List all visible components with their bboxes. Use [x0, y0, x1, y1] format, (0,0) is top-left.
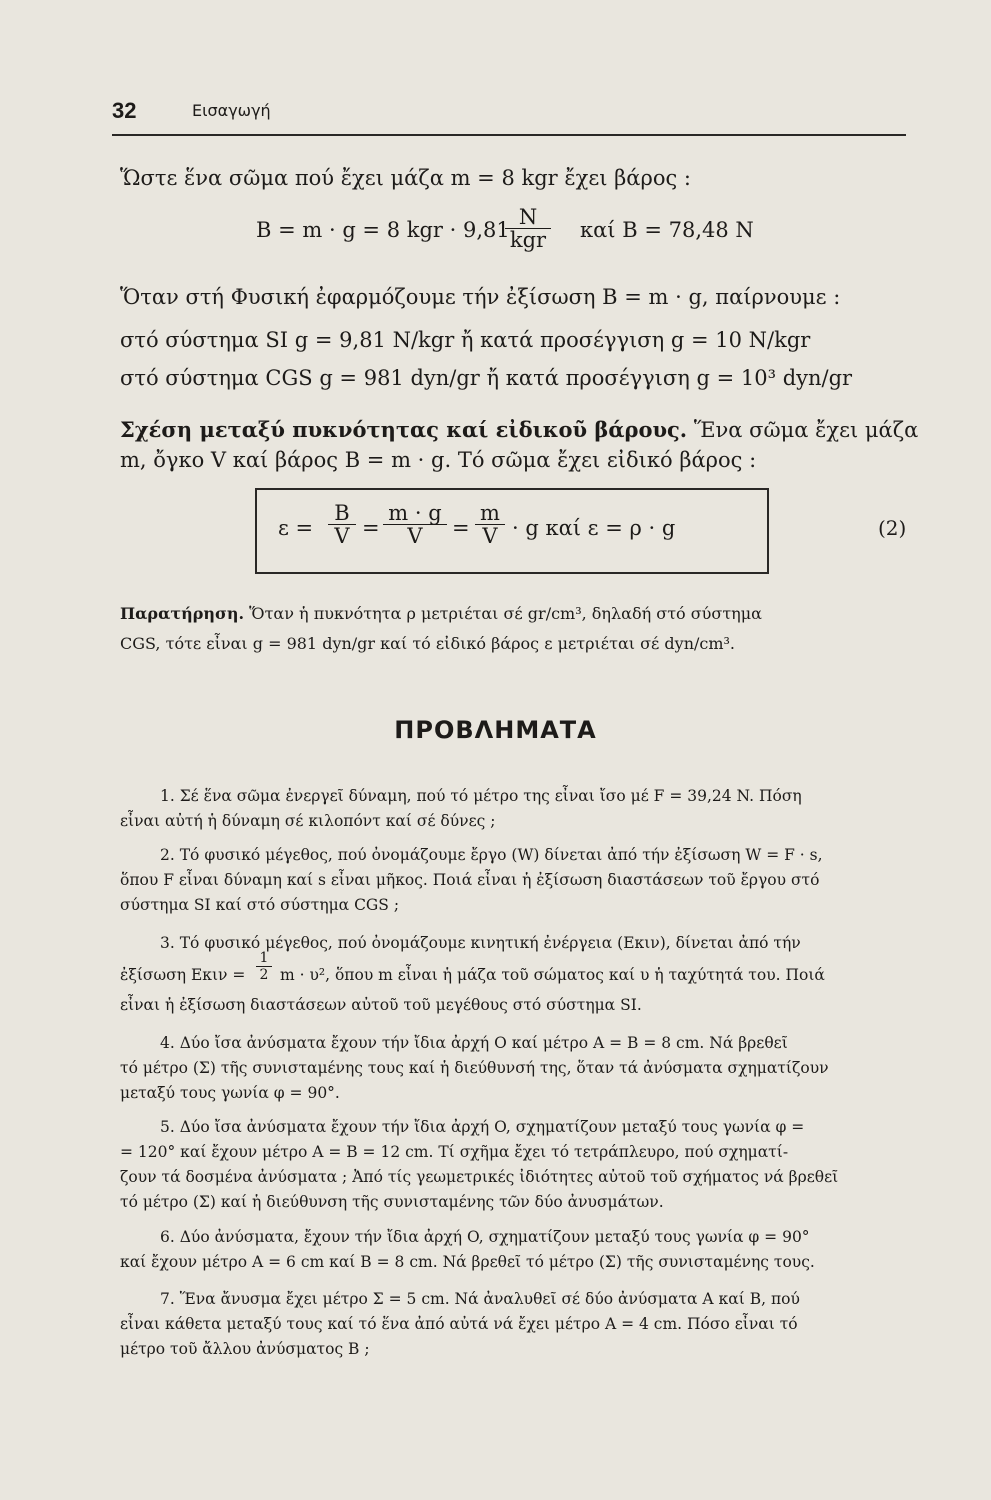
problem-2-line: ὅπου F εἶναι δύναμη καί s εἶναι μῆκος. Ποιά εἶναι ἡ ἐξίσωση διαστάσεων τοῦ ἔργου στό	[120, 871, 820, 889]
formula-equals: =	[362, 516, 380, 540]
formula-equals: =	[452, 516, 470, 540]
page-header	[112, 96, 906, 136]
page-number: 32	[112, 98, 137, 123]
problem-1-line: 1. Σέ ἕνα σῶμα ἐνεργεῖ δύναμη, πού τό μέτρο της εἶναι ἴσο μέ F = 39,24 N. Πόση	[160, 787, 802, 805]
formula-fraction-b-over-v: $\frac{B}{V}$	[328, 502, 356, 547]
relation-paragraph	[120, 417, 918, 442]
unit-fraction	[505, 206, 551, 251]
problem-4-line: μεταξύ τους γωνία φ = 90°.	[120, 1084, 340, 1102]
formula-fraction-mg-over-v: $\frac{m \cdot g}{V}$	[383, 502, 447, 547]
formula-tail: · g καί ε = ρ · g	[512, 516, 676, 540]
weight-equation-left: B = m · g = 8 kgr · 9,81	[256, 218, 510, 242]
weight-equation-right: καί B = 78,48 N	[580, 218, 754, 242]
unit-fraction-numerator: N	[505, 206, 551, 229]
problem-3-line-a: ἐξίσωση Eκιν =	[120, 966, 246, 984]
problems-title: ΠΡΟΒΛΗΜΑΤΑ	[394, 716, 597, 744]
intro-line: Ὥστε ἕνα σῶμα πού ἔχει μάζα m = 8 kgr ἔχει βάρος :	[120, 166, 691, 190]
problem-3-line: εἶναι ἡ ἐξίσωση διαστάσεων αὐτοῦ τοῦ μεγέθους στό σύστημα SI.	[120, 996, 642, 1014]
relation-line: m, ὄγκο V καί βάρος B = m · g. Τό σῶμα ἔχει εἰδικό βάρος :	[120, 448, 757, 472]
relation-text: Ἕνα σῶμα ἔχει μάζα	[693, 418, 919, 442]
problem-6-line: καί ἔχουν μέτρο A = 6 cm καί B = 8 cm. Νά βρεθεῖ τό μέτρο (Σ) τῆς συνισταμένης τους.	[120, 1253, 815, 1271]
problem-7-line: 7. Ἕνα ἄνυσμα ἔχει μέτρο Σ = 5 cm. Νά ἀναλυθεῖ σέ δύο ἀνύσματα A καί B, πού	[160, 1290, 800, 1308]
problem-4-line: 4. Δύο ἴσα ἀνύσματα ἔχουν τήν ἴδια ἀρχή O καί μέτρο A = B = 8 cm. Νά βρεθεῖ	[160, 1034, 788, 1052]
running-head: Εισαγωγή	[192, 101, 271, 120]
equation-number: (2)	[878, 516, 907, 540]
formula-fraction-m-over-v: $\frac{m}{V}$	[475, 502, 505, 547]
cgs-gravity-line: στό σύστημα CGS g = 981 dyn/gr ἤ κατά προσέγγιση g = 10³ dyn/gr	[120, 366, 853, 390]
problem-7-line: μέτρο τοῦ ἄλλου ἀνύσματος B ;	[120, 1340, 370, 1358]
problem-5-line: τό μέτρο (Σ) καί ἡ διεύθυνση τῆς συνισταμένης τῶν δύο ἀνυσμάτων.	[120, 1193, 664, 1211]
problem-7-line: εἶναι κάθετα μεταξύ τους καί τό ἕνα ἀπό αὐτά νά ἔχει μέτρο A = 4 cm. Πόσο εἶναι τό	[120, 1315, 798, 1333]
note-text: Ὅταν ἡ πυκνότητα ρ μετριέται σέ gr/cm³, δηλαδή στό σύστημα	[249, 604, 762, 623]
note-paragraph	[120, 604, 762, 623]
problem-1-line: εἶναι αὐτή ἡ δύναμη σέ κιλοπόντ καί σέ δύνες ;	[120, 812, 496, 830]
note-line: CGS, τότε εἶναι g = 981 dyn/gr καί τό εἰδικό βάρος ε μετριέται σέ dyn/cm³.	[120, 634, 736, 653]
problem-5-line: ζουν τά δοσμένα ἀνύσματα ; Ἀπό τίς γεωμετρικές ἰδιότητες αὐτοῦ τοῦ σχήματος νά βρεθεῖ	[120, 1168, 839, 1186]
relation-heading: Σχέση μεταξύ πυκνότητας καί εἰδικοῦ βάρους.	[120, 417, 688, 442]
note-label: Παρατήρηση.	[120, 604, 245, 623]
problem-3-line: 3. Τό φυσικό μέγεθος, πού ὀνομάζουμε κινητική ἐνέργεια (Eκιν), δίνεται ἀπό τήν	[160, 934, 801, 952]
formula-epsilon: ε =	[278, 516, 314, 540]
one-half-fraction: $\frac{1}{2}$	[256, 950, 272, 983]
problem-2-line: σύστημα SI καί στό σύστημα CGS ;	[120, 896, 400, 914]
problem-5-line: 5. Δύο ἴσα ἀνύσματα ἔχουν τήν ἴδια ἀρχή O, σχηματίζουν μεταξύ τους γωνία φ =	[160, 1118, 805, 1136]
intro-line: Ὅταν στή Φυσική ἐφαρμόζουμε τήν ἐξίσωση B = m · g, παίρνουμε :	[120, 285, 841, 309]
si-gravity-line: στό σύστημα SI g = 9,81 N/kgr ἤ κατά προσέγγιση g = 10 N/kgr	[120, 328, 811, 352]
problem-4-line: τό μέτρο (Σ) τῆς συνισταμένης τους καί ἡ διεύθυνσή της, ὅταν τά ἀνύσματα σχηματίζουν	[120, 1059, 829, 1077]
unit-fraction-denominator: kgr	[509, 228, 547, 252]
problem-5-line: = 120° καί ἔχουν μέτρο A = B = 12 cm. Τί σχῆμα ἔχει τό τετράπλευρο, πού σχηματί-	[120, 1143, 789, 1161]
problem-2-line: 2. Τό φυσικό μέγεθος, πού ὀνομάζουμε ἔργο (W) δίνεται ἀπό τήν ἐξίσωση W = F · s,	[160, 846, 823, 864]
problem-3-line-b: m · υ², ὅπου m εἶναι ἡ μάζα τοῦ σώματος καί υ ἡ ταχύτητά του. Ποιά	[280, 966, 825, 984]
problem-6-line: 6. Δύο ἀνύσματα, ἔχουν τήν ἴδια ἀρχή O, σχηματίζουν μεταξύ τους γωνία φ = 90°	[160, 1228, 810, 1246]
